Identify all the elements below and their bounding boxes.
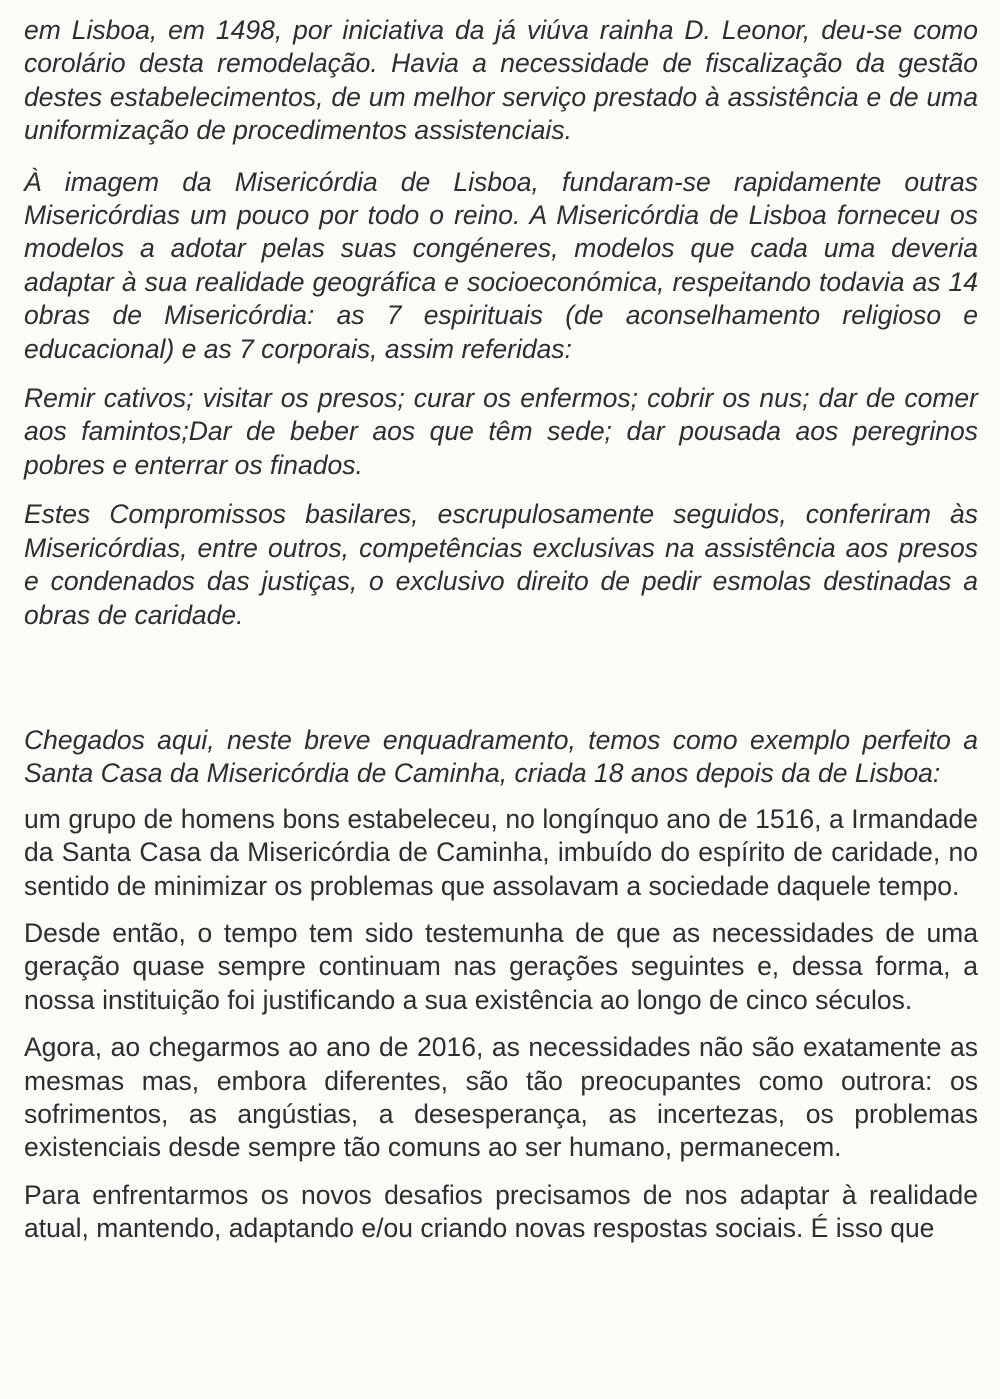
paragraph-compromissos: Estes Compromissos basilares, escrupulosamente seguidos, conferiram às Misericórdias, entre outros, competências exclusivas na assistência aos presos e condenados das justiças, o exclusivo direito de pedir esmolas destinadas a obras de caridade. (24, 499, 978, 630)
paragraph-misericordias-founding: À imagem da Misericórdia de Lisboa, fundaram-se rapidamente outras Misericórdias um pouco por todo o reino. A Misericórdia de Lisboa forneceu os modelos a adotar pelas suas congéneres, modelos que cada uma deveria adaptar à sua realidade geográfica e socioeconómica, respeitando todavia as 14 obras de Misericórdia: as 7 espirituais (de aconselhamento religioso e educacional) e as 7 corporais, assim referidas: (24, 166, 978, 364)
paragraph-new-challenges: Para enfrentarmos os novos desafios precisamos de nos adaptar à realidade atual, mantendo, adaptando e/ou criando novas respostas sociais. É isso que (24, 1179, 978, 1244)
section-gap (24, 632, 978, 724)
paragraph-corporal-works: Remir cativos; visitar os presos; curar os enfermos; cobrir os nus; dar de comer aos famintos;Dar de beber aos que têm sede; dar pousada aos peregrinos pobres e enterrar os finados. (24, 383, 978, 480)
paragraph-irmandade-1516: um grupo de homens bons estabeleceu, no longínquo ano de 1516, a Irmandade da Santa Casa da Misericórdia de Caminha, imbuído do espírito de caridade, no sentido de minimizar os problemas que assolavam a sociedade daquele tempo. (24, 803, 978, 901)
paragraph-caminha-intro: Chegados aqui, neste breve enquadramento, temos como exemplo perfeito a Santa Casa da Misericórdia de Caminha, criada 18 anos depois da de Lisboa: (24, 724, 978, 789)
paragraph-leonor-reform: em Lisboa, em 1498, por iniciativa da já viúva rainha D. Leonor, deu-se como corolário desta remodelação. Havia a necessidade de fiscalização da gestão destes estabelecimentos, de um melhor serviço prestado à assistência e de uma uniformização de procedimentos assistenciais. (24, 15, 978, 146)
paragraph-generations: Desde então, o tempo tem sido testemunha de que as necessidades de uma geração quase sempre continuam nas gerações seguintes e, dessa forma, a nossa instituição foi justificando a sua existência ao longo de cinco séculos. (24, 917, 978, 1015)
paragraph-2016-needs: Agora, ao chegarmos ao ano de 2016, as necessidades não são exatamente as mesmas mas, embora diferentes, são tão preocupantes como outrora: os sofrimentos, as angústias, a desesperança, as incertezas, os problemas existenciais desde sempre tão comuns ao ser humano, permanecem. (24, 1032, 978, 1163)
